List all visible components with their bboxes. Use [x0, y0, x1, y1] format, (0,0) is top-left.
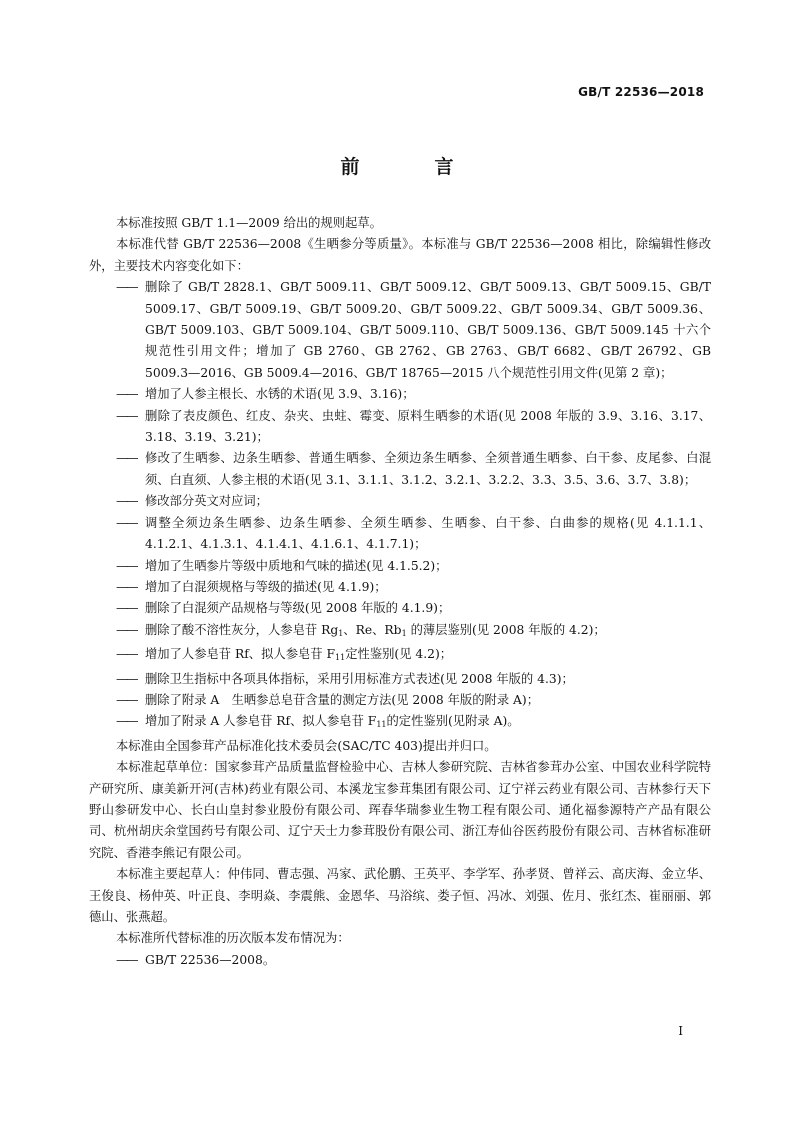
changes-list: [89, 277, 711, 736]
change-item: [89, 620, 711, 644]
change-item: [89, 598, 711, 619]
change-item: [89, 384, 711, 405]
dash-marker: ——: [116, 408, 137, 423]
paragraph-drafters: 本标准主要起草人：仲伟同、曹志强、冯家、武伦鹏、王英平、李学军、孙孝贤、曾祥云、高庆海、金立华、王俊良、杨仲英、叶正良、李明焱、李震熊、金恩华、马浴缤、娄子恒、冯冰、刘强、佐月、张红杰、崔丽丽、郭德山、张燕超。: [89, 867, 711, 924]
standard-code: GB/T 22536—2018: [578, 85, 704, 99]
history-text: GB/T 22536—2008。: [145, 952, 276, 967]
dash-marker: ——: [116, 494, 137, 509]
dash-marker: ——: [116, 622, 137, 637]
dash-marker: ——: [116, 558, 137, 573]
change-text: 删除卫生指标中各项具体指标，采用引用标准方式表述(见 2008 年版的 4.3)；: [145, 671, 574, 686]
dash-marker: ——: [116, 387, 137, 402]
subscript: 11: [376, 720, 387, 730]
change-item: [89, 406, 711, 449]
change-text: 删除了 GB/T 2828.1、GB/T 5009.11、GB/T 5009.12、GB/T 5009.13、GB/T 5009.15、GB/T 5009.17、GB/T 5009.19、GB/T 5009.20、GB/T 5009.22、GB/T 5009.34、GB/T 5009.36、GB/T 5009.103、GB/T 5009.104、GB/T 5009.110、GB/T 5009.136、GB/T 5009.145 十六个规范性引用文件；增加了 GB 2760、GB 2762、GB 2763、GB/T 6682、GB/T 26792、GB 5009.3—2016、GB 5009.4—2016、GB/T 18765—2015 八个规范性引用文件(见第 2 章)；: [145, 280, 711, 380]
foreword-body: [89, 213, 711, 971]
dash-marker: ——: [116, 451, 137, 466]
change-item: [89, 556, 711, 577]
dash-marker: ——: [116, 601, 137, 616]
paragraph-drafting-rules: 本标准按照 GB/T 1.1—2009 给出的规则起草。: [116, 216, 382, 230]
dash-marker: ——: [116, 515, 137, 530]
paragraph-history: 本标准所代替标准的历次版本发布情况为：: [116, 931, 350, 946]
dash-marker: ——: [116, 692, 137, 707]
change-item: [89, 644, 711, 668]
paragraph-proposer: 本标准由全国参茸产品标准化技术委员会(SAC/TC 403)提出并归口。: [116, 738, 497, 753]
change-text: 增加了人参主根长、水锈的术语(见 3.9、3.16)；: [145, 387, 415, 402]
dash-marker: ——: [116, 952, 137, 967]
change-text: 的薄层鉴别(见 2008 年版的 4.2)；: [406, 622, 606, 637]
change-text: 修改了生晒参、边条生晒参、普通生晒参、全须边条生晒参、全须普通生晒参、白干参、皮尾参、白混须、白直须、人参主根的术语(见 3.1、3.1.1、3.1.2、3.2.1、3.2.2、3.3、3.5、3.6、3.7、3.8)；: [145, 451, 711, 487]
change-text: 的定性鉴别(见附录 A)。: [386, 714, 520, 729]
dash-marker: ——: [116, 647, 137, 662]
change-item: [89, 690, 711, 711]
change-text: 增加了附录 A 人参皂苷 Rf、拟人参皂苷 F: [145, 714, 377, 729]
change-text: 删除了表皮颜色、红皮、杂夹、虫蛀、霉变、原料生晒参的术语(见 2008 年版的 3.9、3.16、3.17、3.18、3.19、3.21)；: [145, 408, 711, 445]
change-text: 删除了酸不溶性灰分，人参皂苷 Rg: [145, 622, 339, 637]
change-item: [89, 513, 711, 556]
dash-marker: ——: [116, 714, 137, 729]
change-text: 增加了人参皂苷 Rf、拟人参皂苷 F: [145, 647, 336, 662]
page-number: I: [678, 1024, 683, 1038]
subscript: 1: [338, 628, 344, 638]
change-item: [89, 448, 711, 491]
change-text: 修改部分英文对应词；: [145, 494, 268, 509]
change-text: 调整全须边条生晒参、边条生晒参、全须生晒参、生晒参、白干参、白曲参的规格(见 4.1.1.1、4.1.2.1、4.1.3.1、4.1.4.1、4.1.6.1、4.1.7.1)；: [145, 515, 711, 552]
history-item: [89, 950, 711, 971]
paragraph-replaces: 本标准代替 GB/T 22536—2008《生晒参分等质量》。本标准与 GB/T 22536—2008 相比，除编辑性修改外，主要技术内容变化如下：: [89, 237, 711, 273]
change-text: 增加了生晒参片等级中质地和气味的描述(见 4.1.5.2)；: [145, 558, 448, 573]
change-text: 删除了白混须产品规格与等级(见 2008 年版的 4.1.9)；: [145, 601, 451, 616]
change-text: 删除了附录 A 生晒参总皂苷含量的测定方法(见 2008 年版的附录 A)；: [145, 692, 540, 707]
paragraph-drafting-units: 本标准起草单位：国家参茸产品质量监督检验中心、吉林人参研究院、吉林省参茸办公室、中国农业科学院特产研究所、康美新开河(吉林)药业有限公司、本溪龙宝参茸集团有限公司、辽宁祥云药业有限公司、吉林参行天下野山参研发中心、长白山皇封参业股份有限公司、珲春华瑞参业生物工程有限公司、通化福参源特产产品有限公司、杭州胡庆余堂国药号有限公司、辽宁天士力参茸股份有限公司、浙江寿仙谷医药股份有限公司、吉林省标准研究院、香港李熊记有限公司。: [89, 760, 711, 860]
change-text: 定性鉴别(见 4.2)；: [345, 647, 453, 662]
change-text: 增加了白混须规格与等级的描述(见 4.1.9)；: [145, 579, 387, 594]
change-text: 、Re、Rb: [343, 622, 402, 637]
dash-marker: ——: [116, 280, 137, 295]
subscript: 1: [401, 628, 407, 638]
change-item: [89, 491, 711, 512]
dash-marker: ——: [116, 579, 137, 594]
subscript: 11: [335, 653, 346, 663]
change-item: [89, 577, 711, 598]
change-item: [89, 711, 711, 735]
page-title: 前 言: [340, 156, 482, 178]
change-item: [89, 669, 711, 690]
dash-marker: ——: [116, 671, 137, 686]
change-item: [89, 277, 711, 384]
